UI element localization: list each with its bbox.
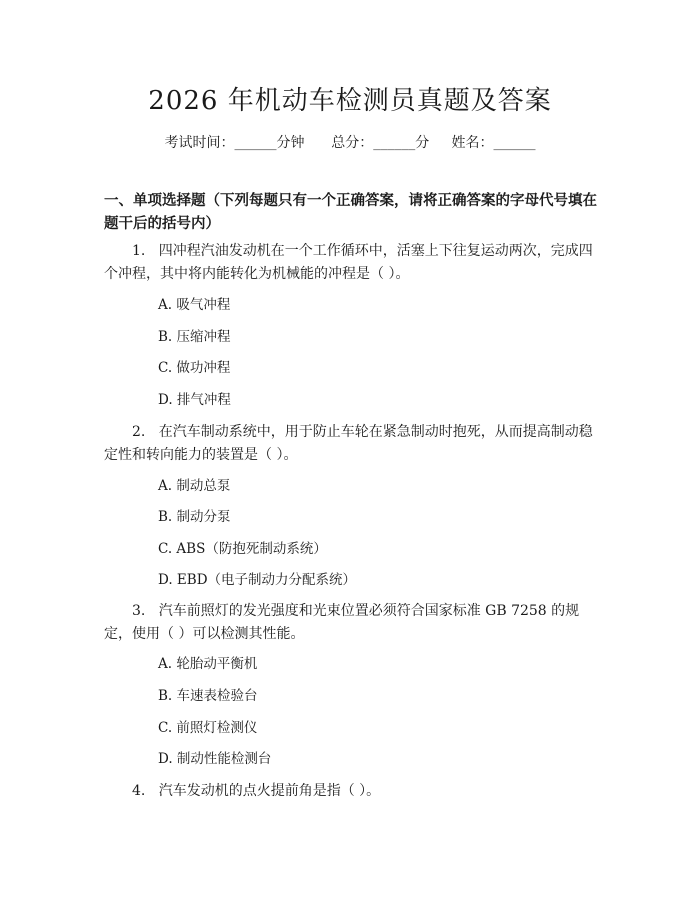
question-4 (104, 780, 604, 803)
question-2-option-b: B. 制动分泵 (158, 509, 231, 525)
question-3-option-a: A. 轮胎动平衡机 (158, 656, 258, 672)
question-text: 四冲程汽油发动机在一个工作循环中，活塞上下往复运动两次，完成四个冲程，其中将内能转化为机械能的冲程是（ ）。 (104, 243, 593, 282)
total-score-field: 总分：______分 (331, 135, 430, 151)
page-title: 2026 年机动车检测员真题及答案 (148, 86, 552, 116)
question-3-option-c: C. 前照灯检测仪 (158, 720, 258, 736)
exam-time-field: 考试时间：______分钟 (164, 135, 305, 151)
name-field: 姓名：______ (451, 135, 536, 151)
question-text: 在汽车制动系统中，用于防止车轮在紧急制动时抱死，从而提高制动稳定性和转向能力的装置是（ ）。 (104, 424, 593, 463)
question-2 (104, 421, 604, 467)
question-text: 汽车发动机的点火提前角是指（ ）。 (158, 783, 381, 799)
question-1-option-a: A. 吸气冲程 (158, 297, 231, 313)
question-number: 2. (132, 424, 146, 440)
question-2-option-a: A. 制动总泵 (158, 478, 231, 494)
question-2-option-c: C. ABS（防抱死制动系统） (158, 541, 327, 557)
question-1-option-c: C. 做功冲程 (158, 360, 231, 376)
exam-meta (0, 132, 700, 152)
question-2-option-d: D. EBD（电子制动力分配系统） (158, 572, 357, 588)
question-3-option-d: D. 制动性能检测台 (158, 751, 272, 767)
question-number: 1. (132, 243, 146, 259)
question-1-option-d: D. 排气冲程 (158, 392, 231, 408)
section-heading: 一、单项选择题（下列每题只有一个正确答案，请将正确答案的字母代号填在题干后的括号内） (104, 193, 597, 232)
question-text: 汽车前照灯的发光强度和光束位置必须符合国家标准 GB 7258 的规定，使用（ ）可以检测其性能。 (104, 603, 580, 642)
question-1-option-b: B. 压缩冲程 (158, 329, 231, 345)
question-3 (104, 600, 604, 646)
question-1 (104, 240, 604, 286)
question-number: 4. (132, 783, 146, 799)
question-3-option-b: B. 车速表检验台 (158, 688, 258, 704)
question-number: 3. (132, 603, 146, 619)
